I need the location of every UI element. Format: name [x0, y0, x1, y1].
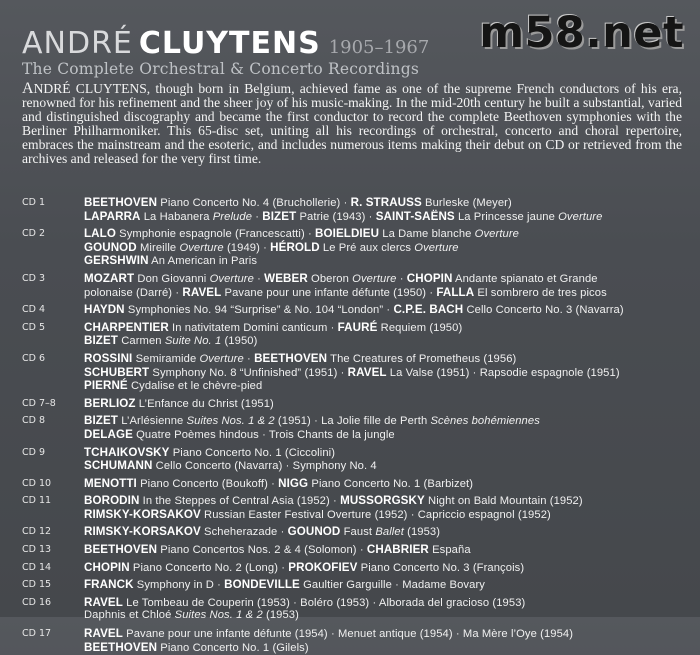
cd-row [22, 494, 687, 508]
work-title: Andante spianato et Grande [452, 272, 598, 285]
cd-row [22, 210, 687, 224]
composer-name: MENOTTI [84, 476, 137, 490]
work-title: L’Enfance du Christ (1951) [135, 397, 274, 410]
composer-name: TCHAIKOVSKY [84, 445, 170, 459]
work-title: Piano Concerto No. 4 (Bruchollerie) · [157, 197, 351, 209]
cd-number: CD 11 [22, 495, 52, 507]
composer-name: C.P.E. BACH [393, 303, 464, 317]
work-title: La Habanera [140, 210, 213, 223]
cd-row [22, 428, 687, 442]
cd-contents [84, 609, 299, 623]
cd-row [22, 561, 687, 575]
cd-contents [84, 321, 462, 336]
work-title: L’Arlésienne [118, 415, 187, 428]
cd-number: CD 5 [22, 321, 46, 333]
work-subtitle: Overture [209, 272, 254, 285]
work-title: La Princesse jaune [454, 210, 559, 223]
cd-number: CD 16 [22, 596, 52, 608]
composer-name: R. STRAUSS [350, 196, 422, 209]
work-title: Scheherazade · [200, 526, 288, 539]
composer-name: BEETHOVEN [84, 640, 158, 654]
composer-name: MUSSORGSKY [340, 494, 425, 508]
work-subtitle: Ballet [375, 526, 404, 539]
conductor-first-name: ANDRÉ [22, 26, 133, 61]
composer-name: RIMSKY-KORSAKOV [84, 525, 201, 539]
cd-number: CD 13 [22, 544, 52, 556]
composer-name: SCHUMANN [84, 459, 153, 473]
cd-contents [84, 446, 335, 461]
cd-row [22, 254, 687, 268]
cd-number: CD 10 [22, 477, 52, 489]
cd-number: CD 3 [22, 272, 46, 284]
work-title: Pavane pour une infante défunte (1954) · Menuet antique (1954) · Ma Mère l’Oye (1954) [122, 628, 574, 641]
composer-name: RAVEL [182, 285, 222, 299]
work-title: Piano Concerto No. 3 (François) [357, 561, 525, 574]
work-title: The Creatures of Prometheus (1956) [327, 352, 517, 365]
work-title: Oberon [307, 272, 353, 285]
cd-number: CD 2 [22, 228, 46, 240]
composer-name: SAINT-SAËNS [375, 209, 455, 223]
work-subtitle: Scènes bohémiennes [430, 415, 540, 428]
cd-contents [84, 227, 519, 242]
work-title: La Dame blanche [379, 228, 475, 241]
work-title: Faust [340, 526, 376, 539]
work-title: La Valse (1951) · Rapsodie espagnole (1951) [386, 366, 620, 379]
cd-contents [84, 414, 540, 429]
cd-contents [84, 334, 257, 349]
cd-row [22, 641, 687, 655]
cd-row [22, 627, 687, 641]
work-title: (1953) [403, 526, 441, 539]
work-title: Semiramide [132, 352, 200, 365]
composer-name: CHOPIN [84, 560, 130, 574]
cd-contents [84, 494, 583, 509]
cd-number: CD 6 [22, 352, 46, 364]
cd-row [22, 352, 687, 366]
work-title: Piano Concertos Nos. 2 & 4 (Solomon) · [157, 544, 367, 557]
cd-row [22, 508, 687, 522]
work-title: Symphonies No. 94 “Surprise” & No. 104 “London” · [124, 304, 394, 317]
composer-name: LAPARRA [84, 209, 141, 223]
work-title: Russian Easter Festival Overture (1952) · Capriccio espagnol (1952) [200, 508, 551, 521]
work-subtitle: Overture [474, 228, 519, 241]
cd-row [22, 477, 687, 491]
watermark-logo: m58.net [479, 8, 684, 58]
work-title: Symphony in D · [133, 579, 225, 592]
page-subtitle: The Complete Orchestral & Concerto Recordings [22, 60, 420, 78]
cd-contents [84, 578, 485, 593]
work-title: Night on Bald Mountain (1952) [424, 495, 583, 508]
cd-row [22, 272, 687, 286]
cd-number: CD 8 [22, 415, 46, 427]
cd-contents [84, 508, 551, 523]
cd-row [22, 543, 687, 557]
cd-contents [84, 272, 598, 287]
composer-name: BOIELDIEU [315, 227, 380, 241]
cd-number: CD 14 [22, 561, 52, 573]
cd-number: CD 7–8 [22, 397, 56, 409]
work-title: Le Tombeau de Couperin (1953) · Boléro (1953) · Alborada del gracioso (1953) [122, 596, 526, 609]
cd-row [22, 414, 687, 428]
composer-name: CHOPIN [406, 271, 453, 285]
composer-name: CHABRIER [366, 543, 429, 557]
cd-contents [84, 303, 624, 318]
intro-text: , though born in Belgium, achieved fame as one of the supreme French conductors of his era, renowned for his refinement and the sheer joy of his music-making. In the mid-20th century he built a substantial, varied and distinguished discography and became the first conductor to record the complete Beethoven symphonies with the Berliner Philharmoniker. This 65-disc set, uniting all his recordings of orchestral, concerto and choral repertoire, embraces the mainstream and the esoteric, and includes numerous items making their debut on CD or retrieved from the archives and released for the very first time. [22, 81, 682, 166]
composer-name: HÉROLD [270, 240, 320, 254]
work-title: Cello Concerto No. 3 (Navarra) [463, 304, 624, 317]
cd-contents [84, 366, 620, 381]
cd-row [22, 525, 687, 539]
composer-name: BIZET [84, 414, 118, 428]
work-title: Don Giovanni [134, 272, 210, 285]
cd-contents [84, 543, 471, 558]
composer-name: MOZART [84, 271, 135, 285]
composer-name: BONDEVILLE [224, 578, 300, 592]
composer-name: RIMSKY-KORSAKOV [84, 507, 201, 521]
cd-row [22, 196, 687, 210]
cd-row [22, 334, 687, 348]
work-title: Burleske (Meyer) [421, 197, 512, 209]
work-title: Piano Concerto No. 1 (Ciccolini) [169, 446, 336, 459]
cd-listing [22, 196, 687, 654]
composer-name: BEETHOVEN [254, 351, 328, 365]
cd-row [22, 303, 687, 317]
cd-row [22, 446, 687, 460]
work-subtitle: Overture [179, 241, 224, 254]
cd-contents [84, 196, 512, 211]
work-title: Requiem (1950) [377, 321, 463, 334]
composer-name: NIGG [278, 476, 309, 490]
cd-contents [84, 397, 274, 412]
composer-name: BEETHOVEN [84, 196, 158, 209]
cd-contents [84, 241, 459, 256]
composer-name: FRANCK [84, 578, 134, 592]
work-title: Gaultier Garguille · Madame Bovary [299, 579, 485, 592]
work-title: · [396, 272, 407, 285]
composer-name: HAYDN [84, 303, 125, 317]
cd-contents [84, 561, 524, 576]
intro-paragraph [22, 82, 682, 165]
work-title: (1949) · [223, 241, 271, 254]
work-title: Cydalise et le chèvre-pied [127, 380, 263, 393]
composer-name: CHARPENTIER [84, 320, 169, 334]
work-title: Piano Concerto No. 1 (Gilels) [157, 641, 309, 654]
work-title: Patrie (1943) · [296, 210, 376, 223]
work-title: Mireille [136, 241, 180, 254]
cd-row [22, 459, 687, 473]
work-title: Carmen [118, 335, 165, 348]
work-title: España [428, 544, 471, 557]
work-title: Cello Concerto (Navarra) · Symphony No. 4 [152, 460, 377, 473]
composer-name: BIZET [262, 209, 297, 223]
intro-name: NDRÉ CLUYTENS [33, 81, 147, 96]
cd-number: CD 1 [22, 197, 46, 208]
composer-name: GOUNOD [287, 525, 341, 539]
work-title: Piano Concerto No. 2 (Long) · [129, 561, 289, 574]
work-title: (1950) [221, 335, 258, 348]
work-title: · [252, 210, 263, 223]
cd-contents [84, 627, 573, 642]
intro-dropcap: A [22, 80, 34, 97]
cd-contents [84, 428, 395, 443]
work-subtitle: Prelude [212, 210, 253, 223]
cd-contents [84, 286, 607, 301]
composer-name: GOUNOD [84, 240, 137, 254]
composer-name: SCHUBERT [84, 365, 150, 379]
work-title: An American in Paris [148, 255, 258, 268]
composer-name: FALLA [436, 285, 475, 299]
cd-row [22, 609, 687, 623]
cd-row [22, 366, 687, 380]
composer-name: BERLIOZ [84, 396, 136, 410]
cd-row [22, 321, 687, 335]
cd-contents [84, 210, 602, 225]
work-subtitle: Overture [414, 241, 459, 254]
cd-number: CD 17 [22, 628, 52, 640]
cd-row [22, 397, 687, 411]
work-title: Symphonie espagnole (Francescatti) · [115, 228, 316, 241]
composer-name: RAVEL [347, 365, 387, 379]
work-subtitle: Suites Nos. 1 & 2 [186, 415, 275, 428]
work-title: In the Steppes of Central Asia (1952) · [139, 495, 341, 508]
composer-name: BORODIN [84, 494, 140, 508]
cd-row [22, 286, 687, 300]
work-subtitle: Suites Nos. 1 & 2 [174, 609, 263, 622]
cd-number: CD 15 [22, 579, 52, 591]
work-title: Quatre Poèmes hindous · Trois Chants de la jungle [132, 428, 395, 441]
work-subtitle: Overture [558, 210, 603, 223]
composer-name: RAVEL [84, 595, 123, 609]
composer-name: WEBER [264, 271, 308, 285]
composer-name: DELAGE [84, 427, 133, 441]
work-title: polonaise (Darré) · [84, 286, 183, 299]
composer-name: LALO [84, 227, 116, 241]
composer-name: GERSHWIN [84, 254, 149, 268]
work-title: Daphnis et Chloé [84, 609, 175, 622]
cd-row [22, 241, 687, 255]
work-title: El sombrero de tres picos [474, 286, 607, 299]
work-title: · [243, 352, 255, 365]
work-title: Piano Concerto No. 1 (Barbizet) [308, 477, 474, 490]
cd-number: CD 12 [22, 526, 52, 538]
work-title: Piano Concerto (Boukoff) · [136, 477, 279, 490]
composer-name: BEETHOVEN [84, 543, 158, 557]
work-title: Symphony No. 8 “Unfinished” (1951) · [149, 366, 348, 379]
work-subtitle: Overture [352, 272, 397, 285]
cd-row [22, 379, 687, 393]
composer-name: PROKOFIEV [288, 560, 358, 574]
work-subtitle: Overture [199, 352, 244, 365]
cd-contents [84, 477, 473, 492]
cd-contents [84, 459, 377, 474]
composer-name: PIERNÉ [84, 379, 128, 393]
work-title: · [253, 272, 265, 285]
cd-contents [84, 596, 525, 611]
composer-name: RAVEL [84, 627, 123, 641]
conductor-years: 1905–1967 [328, 37, 430, 58]
cd-row [22, 596, 687, 610]
conductor-last-name: CLUYTENS [138, 26, 321, 61]
cd-contents [84, 641, 309, 655]
work-title: Le Pré aux clercs [319, 241, 415, 254]
cd-row [22, 578, 687, 592]
cd-number: CD 9 [22, 446, 46, 458]
composer-name: BIZET [84, 334, 118, 348]
cd-row [22, 227, 687, 241]
composer-name: FAURÉ [337, 320, 378, 334]
work-title: In nativitatem Domini canticum · [168, 321, 338, 334]
work-title: (1953) [262, 609, 299, 622]
work-subtitle: Suite No. 1 [164, 335, 222, 348]
cd-contents [84, 254, 257, 269]
cd-number: CD 4 [22, 304, 46, 316]
composer-name: ROSSINI [84, 351, 133, 365]
work-title: (1951) · La Jolie fille de Perth [274, 415, 431, 428]
cd-contents [84, 379, 262, 394]
cd-contents [84, 352, 516, 367]
cd-contents [84, 525, 440, 540]
work-title: Pavane pour une infante défunte (1950) · [221, 286, 437, 299]
